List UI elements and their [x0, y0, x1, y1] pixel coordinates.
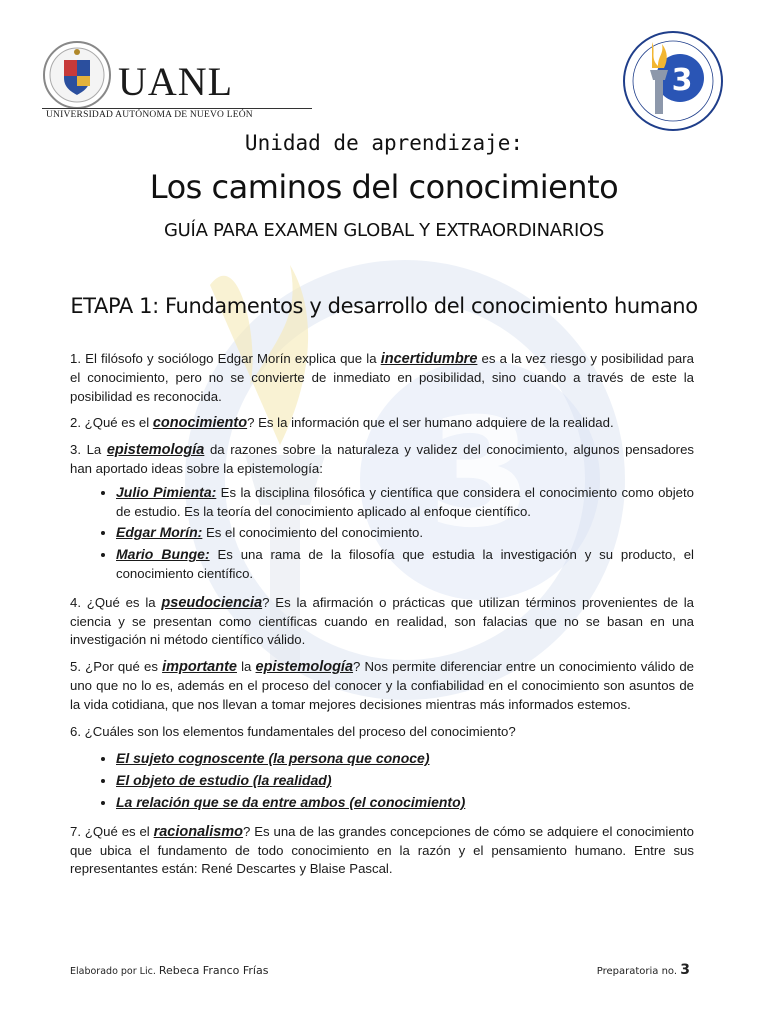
preparatoria-logo — [622, 28, 724, 134]
uanl-wordmark: UANL — [118, 59, 234, 104]
prepa-number: 3 — [680, 962, 690, 978]
keyword-conocimiento: conocimiento — [152, 415, 248, 432]
prepa-number-text: 3 — [671, 63, 693, 98]
keyword-racionalismo: racionalismo — [153, 823, 244, 840]
question-3: 3. La epistemología da razones sobre la naturaleza y validez del conocimiento, algunos pensadores han aportado ideas sobre la epistemología: — [70, 442, 694, 476]
main-title: Los caminos del conocimiento — [149, 168, 619, 206]
list-item: • El objeto de estudio (la realidad) — [116, 771, 694, 791]
list-item: • Edgar Morín: Es el conocimiento del conocimiento. — [116, 523, 694, 543]
footer-prepa: Preparatoria no. 3 — [596, 962, 690, 978]
uanl-logo — [42, 40, 342, 130]
list-item: • El sujeto cognoscente (la persona que conoce) — [116, 749, 694, 769]
question-4: 4. ¿Qué es la pseudociencia? Es la afirmación o prácticas que utilizan términos provenientes de la ciencia y se presentan como científicas cuando en realidad, son falacias que no se basan en una investigación ni método científico válido. — [70, 594, 695, 648]
svg-text:3: 3 — [427, 387, 533, 561]
uanl-subtitle: UNIVERSIDAD AUTÓNOMA DE NUEVO LEÓN — [46, 110, 253, 120]
keyword-epistemologia: epistemología — [255, 659, 354, 676]
author-name: Mario Bunge: — [116, 546, 210, 563]
uanl-divider — [42, 108, 312, 109]
author-name: Julio Pimienta: — [116, 483, 217, 500]
question-7: 7. ¿Qué es el racionalismo? Es una de las grandes concepciones de cómo se adquiere el conocimiento que ubica el fundamento de todo conocimiento en la razón y el pensamiento humano. Entre sus representantes están: René Descartes y Blaise Pascal. — [70, 823, 694, 877]
question-6: 6. ¿Cuáles son los elementos fundamentales del proceso del conocimiento? — [70, 723, 516, 739]
question-5: 5. ¿Por qué es importante la epistemología? Nos permite diferenciar entre un conocimiento válido de uno que no lo es, además en el proceso del conocer y la confiabilidad en el conocimiento son asuntos de la vida cotidiana, que nos llevan a tomar mejores decisiones mientras más informados estemos. — [70, 659, 695, 712]
unit-label: Unidad de aprendizaje: — [244, 131, 524, 155]
keyword-epistemologia: epistemología — [106, 442, 205, 459]
list-item: • La relación que se da entre ambos (el conocimiento) — [116, 793, 694, 813]
guide-content — [70, 350, 694, 887]
question-2: 2. ¿Qué es el conocimiento? Es la información que el ser humano adquiere de la realidad. — [70, 415, 614, 432]
guide-title: GUÍA PARA EXAMEN GLOBAL Y EXTRAORDINARIOS — [164, 220, 604, 241]
list-item: • Mario Bunge: Es una rama de la filosofía que estudia la investigación y su producto, el conocimiento científico. — [116, 545, 694, 584]
author-name: Rebeca Franco Frías — [158, 964, 269, 977]
question-1: 1. El filósofo y sociólogo Edgar Morín explica que la incertidumbre es a la vez riesgo y posibilidad para el conocimiento, pero no se convierte de inmediato en posibilidad, sino cuando a través de este la posibilidad es reconocida. — [70, 351, 694, 404]
stage-title: ETAPA 1: Fundamentos y desarrollo del conocimiento humano — [70, 294, 698, 318]
author-name: Edgar Morín: — [116, 524, 203, 541]
epistemology-authors-list — [70, 483, 694, 584]
keyword-importante: importante — [162, 659, 237, 676]
knowledge-elements-list — [70, 749, 694, 812]
list-item: • Julio Pimienta: Es la disciplina filosófica y científica que considera el conocimiento como objeto de estudio. Es la teoría del conocimiento aplicado al enfoque científico. — [116, 483, 694, 522]
footer-author: Elaborado por Lic. Rebeca Franco Frías — [70, 964, 269, 977]
uanl-seal-icon — [42, 40, 112, 110]
keyword-incertidumbre: incertidumbre — [380, 351, 478, 367]
keyword-pseudociencia: pseudociencia — [161, 594, 263, 611]
